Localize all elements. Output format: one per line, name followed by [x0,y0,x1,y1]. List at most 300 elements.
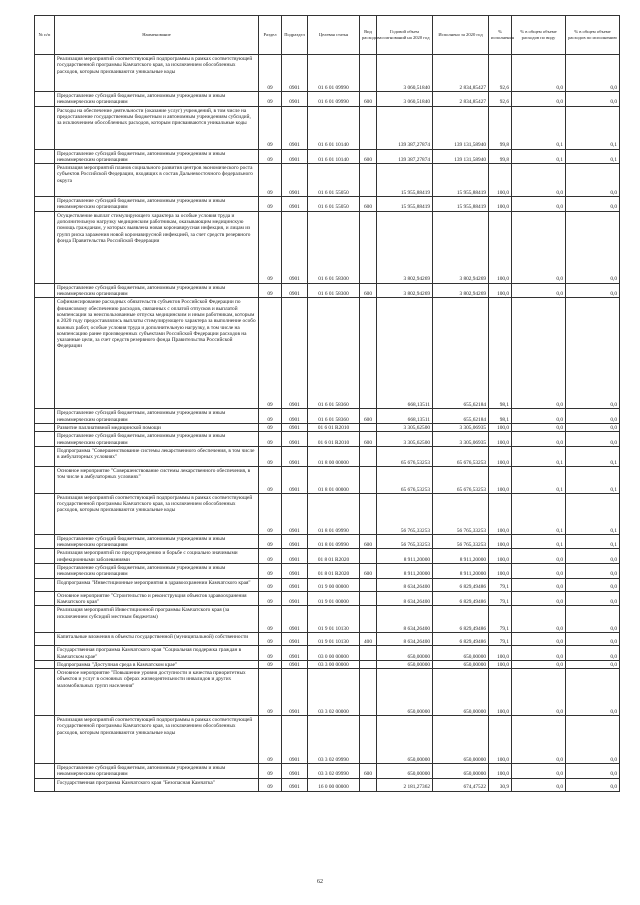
target-article-cell: 01 9 00 00000 [308,578,360,591]
subsection-cell: 0901 [282,606,308,633]
executed-cell: 6 829,49486 [433,633,489,646]
row-name-cell: Предоставление субсидий бюджетным, автономным учреждениям и иным некоммерческим организациям [55,764,259,779]
share-executed-cell: 0,0 [566,591,620,606]
table-row [35,669,620,716]
subsection-cell: 0901 [282,92,308,107]
share-executed-cell: 0,0 [566,764,620,779]
table-row [35,716,620,764]
execution-percent-cell: 98,1 [489,409,512,424]
annual-plan-cell: 8 911,20000 [377,549,433,564]
share-plan-cell: 0,0 [512,55,566,92]
table-row [35,778,620,791]
target-article-cell: 01 6 01 09990 [308,55,360,92]
executed-cell: 650,00000 [433,646,489,661]
row-number-cell [35,92,55,107]
share-plan-cell: 0,1 [512,534,566,549]
row-number-cell [35,778,55,791]
execution-percent-cell: 92,6 [489,55,512,92]
target-article-cell: 01 9 01 10130 [308,606,360,633]
table-row [35,197,620,212]
target-article-cell: 01 6 01 R2010 [308,432,360,447]
executed-cell: 650,00000 [433,716,489,764]
table-row [35,164,620,197]
target-article-cell: 03 3 02 00000 [308,669,360,716]
table-row [35,55,620,92]
share-executed-cell: 0,0 [566,283,620,298]
expense-type-cell [360,646,377,661]
expense-type-cell: 600 [360,432,377,447]
share-executed-cell: 0,0 [566,55,620,92]
target-article-cell: 16 0 00 00000 [308,778,360,791]
target-article-cell: 01 8 01 09990 [308,534,360,549]
share-plan-cell: 0,0 [512,298,566,409]
annual-plan-cell: 15 955,88419 [377,164,433,197]
subsection-cell: 0901 [282,446,308,466]
expense-type-cell: 600 [360,564,377,579]
column-header-subsection: Подраздел [282,16,308,55]
table-row [35,211,620,283]
share-plan-cell: 0,1 [512,446,566,466]
table-row [35,466,620,493]
row-name-cell: Реализация мероприятий по предупреждению и борьбе с социально значимыми инфекционными заболеваниями [55,549,259,564]
executed-cell: 65 676,53253 [433,466,489,493]
share-executed-cell: 0,0 [566,164,620,197]
expense-type-cell [360,606,377,633]
table-row [35,764,620,779]
row-name-cell: Основное мероприятие "Повышение уровня доступности и качества приоритетных объектов и услуг в основных сферах жизнедеятельности инвалидов и других маломобильных групп населения" [55,669,259,716]
section-cell: 09 [259,669,282,716]
target-article-cell: 01 8 01 00000 [308,466,360,493]
executed-cell: 65 676,53253 [433,446,489,466]
row-number-cell [35,55,55,92]
share-plan-cell: 0,0 [512,164,566,197]
subsection-cell: 0901 [282,423,308,431]
column-header-name: Наименование [55,16,259,55]
row-name-cell: Предоставление субсидий бюджетным, автономным учреждениям и иным некоммерческим организациям [55,283,259,298]
share-executed-cell: 0,0 [566,409,620,424]
execution-percent-cell: 100,0 [489,197,512,212]
row-name-cell: Реализация мероприятий соответствующей подпрограммы в рамках соответствующей государственной программы Камчатского края, за исключением обособленных расходов, которым присваиваются уникальные коды [55,55,259,92]
table-row [35,106,620,149]
annual-plan-cell: 3 802,94269 [377,283,433,298]
expense-type-cell: 600 [360,764,377,779]
section-cell: 09 [259,164,282,197]
table-row [35,283,620,298]
subsection-cell: 0901 [282,211,308,283]
row-name-cell: Реализация мероприятий планов социального развития центров экономического роста субъектов Российской Федерации, входящих в состав Дальневосточного федерального округа [55,164,259,197]
expense-type-cell [360,446,377,466]
executed-cell: 6 829,49486 [433,578,489,591]
column-header-number: № п/п [35,16,55,55]
execution-percent-cell: 98,1 [489,298,512,409]
executed-cell: 650,00000 [433,669,489,716]
target-article-cell: 01 6 01 R2010 [308,423,360,431]
row-name-cell: Реализация мероприятий соответствующей подпрограммы в рамках соответствующей государственной программы Камчатского края, за исключением обособленных расходов, которым присваиваются уникальные коды [55,493,259,534]
section-cell: 09 [259,466,282,493]
execution-percent-cell: 79,1 [489,591,512,606]
execution-percent-cell: 100,0 [489,646,512,661]
annual-plan-cell: 15 955,88419 [377,197,433,212]
share-plan-cell: 0,0 [512,778,566,791]
page-number: 62 [317,879,323,885]
execution-percent-cell: 30,9 [489,778,512,791]
section-cell: 09 [259,578,282,591]
section-cell: 09 [259,646,282,661]
table-row [35,432,620,447]
expense-type-cell [360,660,377,668]
table-row [35,606,620,633]
section-cell: 09 [259,778,282,791]
section-cell: 09 [259,92,282,107]
row-number-cell [35,283,55,298]
target-article-cell: 01 6 01 09990 [308,92,360,107]
table-body [35,55,620,792]
annual-plan-cell: 65 676,53253 [377,466,433,493]
annual-plan-cell: 8 634,26400 [377,578,433,591]
row-number-cell [35,211,55,283]
executed-cell: 56 765,33253 [433,534,489,549]
share-executed-cell: 0,0 [566,423,620,431]
executed-cell: 650,00000 [433,764,489,779]
share-plan-cell: 0,1 [512,106,566,149]
subsection-cell: 0901 [282,164,308,197]
subsection-cell: 0901 [282,578,308,591]
row-name-cell: Реализация мероприятий Инвестиционной программы Камчатского края (за исключением субсидий местным бюджетам) [55,606,259,633]
share-executed-cell: 0,0 [566,578,620,591]
subsection-cell: 0901 [282,197,308,212]
row-number-cell [35,549,55,564]
executed-cell: 8 911,20000 [433,549,489,564]
expense-type-cell [360,778,377,791]
column-header-target-article: Целевая статья [308,16,360,55]
row-name-cell: Осуществление выплат стимулирующего характера за особые условия труда и дополнительную нагрузку медицинским работникам, оказывающим медицинскую помощь гражданам, у которых выявлена новая коронавирусная инфекция, и лицам из групп риска заражения новой коронавирусной инфекцией, за счет средств резервного фонда Правительства Российской Федерации [55,211,259,283]
annual-plan-cell: 668,13511 [377,298,433,409]
row-name-cell: Предоставление субсидий бюджетным, автономным учреждениям и иным некоммерческим организациям [55,534,259,549]
expense-type-cell [360,591,377,606]
table-row [35,423,620,431]
section-cell: 09 [259,423,282,431]
annual-plan-cell: 56 765,33253 [377,534,433,549]
section-cell: 09 [259,446,282,466]
share-executed-cell: 0,0 [566,716,620,764]
share-plan-cell: 0,0 [512,716,566,764]
row-number-cell [35,423,55,431]
share-plan-cell: 0,0 [512,660,566,668]
share-plan-cell: 0,1 [512,493,566,534]
share-executed-cell: 0,1 [566,149,620,164]
target-article-cell: 01 6 01 10140 [308,149,360,164]
document-sheet [34,15,619,792]
row-name-cell: Основное мероприятие "Совершенствование системы лекарственного обеспечения, в том числе в амбулаторных условиях" [55,466,259,493]
share-executed-cell: 0,1 [566,534,620,549]
share-plan-cell: 0,0 [512,633,566,646]
executed-cell: 655,62184 [433,409,489,424]
share-plan-cell: 0,0 [512,564,566,579]
table-row [35,549,620,564]
section-cell: 09 [259,493,282,534]
execution-percent-cell: 100,0 [489,534,512,549]
annual-plan-cell: 650,00000 [377,646,433,661]
expense-type-cell: 600 [360,149,377,164]
row-number-cell [35,716,55,764]
target-article-cell: 01 6 01 58360 [308,298,360,409]
row-number-cell [35,646,55,661]
annual-plan-cell: 2 181,27362 [377,778,433,791]
share-plan-cell: 0,0 [512,591,566,606]
subsection-cell: 0901 [282,778,308,791]
expense-type-cell [360,55,377,92]
section-cell: 09 [259,55,282,92]
share-plan-cell: 0,0 [512,197,566,212]
execution-percent-cell: 100,0 [489,164,512,197]
executed-cell: 2 834,85427 [433,92,489,107]
expense-type-cell: 600 [360,283,377,298]
row-number-cell [35,432,55,447]
subsection-cell: 0901 [282,549,308,564]
section-cell: 09 [259,633,282,646]
row-number-cell [35,164,55,197]
share-executed-cell: 0,1 [566,106,620,149]
annual-plan-cell: 3 305,62500 [377,432,433,447]
share-executed-cell: 0,0 [566,298,620,409]
target-article-cell: 03 3 02 09990 [308,716,360,764]
row-name-cell: Предоставление субсидий бюджетным, автономным учреждениям и иным некоммерческим организациям [55,564,259,579]
expense-type-cell [360,466,377,493]
row-name-cell: Подпрограмма "Доступная среда в Камчатском крае" [55,660,259,668]
execution-percent-cell: 92,6 [489,92,512,107]
row-name-cell: Предоставление субсидий бюджетным, автономным учреждениям и иным некоммерческим организациям [55,432,259,447]
executed-cell: 674,47522 [433,778,489,791]
section-cell: 09 [259,549,282,564]
share-plan-cell: 0,0 [512,578,566,591]
share-executed-cell: 0,1 [566,446,620,466]
execution-percent-cell: 100,0 [489,549,512,564]
annual-plan-cell: 650,00000 [377,669,433,716]
target-article-cell: 01 9 01 00000 [308,591,360,606]
section-cell: 09 [259,409,282,424]
share-plan-cell: 0,0 [512,646,566,661]
share-executed-cell: 0,0 [566,549,620,564]
target-article-cell: 01 8 01 R2020 [308,549,360,564]
expense-type-cell [360,716,377,764]
annual-plan-cell: 65 676,53253 [377,446,433,466]
row-number-cell [35,493,55,534]
table-row [35,149,620,164]
column-header-annual-plan: Годовой объем ассигнований на 2020 год [377,16,433,55]
share-plan-cell: 0,0 [512,606,566,633]
column-header-share-plan: % в общем объеме расходов по виду [512,16,566,55]
execution-percent-cell: 100,0 [489,283,512,298]
section-cell: 09 [259,283,282,298]
section-cell: 09 [259,564,282,579]
executed-cell: 3 305,06935 [433,423,489,431]
row-name-cell: Развитие паллиативной медицинской помощи [55,423,259,431]
expense-type-cell [360,669,377,716]
table-row [35,591,620,606]
row-number-cell [35,466,55,493]
annual-plan-cell: 3 060,51840 [377,55,433,92]
row-name-cell: Расходы на обеспечение деятельности (оказание услуг) учреждений, в том числе на предоставление государственным бюджетным и автономным учреждениям субсидий, за исключением обособленных расходов, которым присваиваются уникальные коды [55,106,259,149]
section-cell: 09 [259,534,282,549]
section-cell: 09 [259,106,282,149]
execution-percent-cell: 100,0 [489,716,512,764]
row-number-cell [35,197,55,212]
subsection-cell: 0901 [282,764,308,779]
target-article-cell: 01 8 01 09990 [308,493,360,534]
subsection-cell: 0901 [282,716,308,764]
target-article-cell: 01 9 01 10130 [308,633,360,646]
row-number-cell [35,633,55,646]
expense-type-cell [360,106,377,149]
table-row [35,564,620,579]
column-header-expense-type: Вид расходов [360,16,377,55]
executed-cell: 15 955,88419 [433,197,489,212]
executed-cell: 139 131,58940 [433,149,489,164]
row-name-cell: Предоставление субсидий бюджетным, автономным учреждениям и иным некоммерческим организациям [55,149,259,164]
row-number-cell [35,660,55,668]
section-cell: 09 [259,764,282,779]
expense-type-cell: 600 [360,197,377,212]
section-cell: 09 [259,591,282,606]
table-row [35,646,620,661]
table-row [35,534,620,549]
execution-percent-cell: 99,8 [489,149,512,164]
section-cell: 09 [259,716,282,764]
subsection-cell: 0901 [282,534,308,549]
executed-cell: 6 829,49486 [433,591,489,606]
expense-type-cell [360,423,377,431]
target-article-cell: 01 8 01 R2020 [308,564,360,579]
annual-plan-cell: 3 802,94269 [377,211,433,283]
table-row [35,92,620,107]
execution-percent-cell: 100,0 [489,466,512,493]
share-executed-cell: 0,0 [566,92,620,107]
table-row [35,578,620,591]
subsection-cell: 0901 [282,432,308,447]
share-plan-cell: 0,0 [512,283,566,298]
share-plan-cell: 0,1 [512,149,566,164]
subsection-cell: 0901 [282,149,308,164]
expense-type-cell: 600 [360,92,377,107]
row-name-cell: Предоставление субсидий бюджетным, автономным учреждениям и иным некоммерческим организациям [55,409,259,424]
table-row [35,298,620,409]
subsection-cell: 0901 [282,633,308,646]
column-header-section: Раздел [259,16,282,55]
share-executed-cell: 0,0 [566,606,620,633]
execution-percent-cell: 100,0 [489,446,512,466]
expense-type-cell: 600 [360,534,377,549]
row-name-cell: Государственная программа Камчатского края "Безопасная Камчатка" [55,778,259,791]
row-name-cell: Софинансирование расходных обязательств субъектов Российской Федерации по финансовому обеспечению расходов, связанных с оплатой отпусков и выплатой компенсации за неиспользованные отпуска медицинским и иным работникам, которым в 2020 году предоставлялись выплаты стимулирующего характера за выполнение особо важных работ, особые условия труда и дополнительную нагрузку, в том числе на компенсацию ранее произведенных субъектами Российской Федерации расходов на указанные цели, за счет средств резервного фонда Правительства Российской Федерации [55,298,259,409]
execution-percent-cell: 100,0 [489,211,512,283]
target-article-cell: 01 6 01 58300 [308,211,360,283]
share-executed-cell: 0,0 [566,211,620,283]
table-row [35,660,620,668]
section-cell: 09 [259,606,282,633]
expense-type-cell: 600 [360,409,377,424]
execution-percent-cell: 79,1 [489,578,512,591]
row-name-cell: Предоставление субсидий бюджетным, автономным учреждениям и иным некоммерческим организациям [55,197,259,212]
row-number-cell [35,106,55,149]
row-number-cell [35,578,55,591]
execution-percent-cell: 99,8 [489,106,512,149]
table-row [35,493,620,534]
target-article-cell: 01 6 01 55050 [308,164,360,197]
section-cell: 09 [259,149,282,164]
share-plan-cell: 0,0 [512,211,566,283]
annual-plan-cell: 8 634,26400 [377,591,433,606]
subsection-cell: 0901 [282,493,308,534]
annual-plan-cell: 650,00000 [377,716,433,764]
executed-cell: 139 131,58940 [433,106,489,149]
annual-plan-cell: 139 387,27874 [377,149,433,164]
annual-plan-cell: 139 387,27874 [377,106,433,149]
share-executed-cell: 0,0 [566,778,620,791]
target-article-cell: 03 3 02 09990 [308,764,360,779]
share-plan-cell: 0,0 [512,549,566,564]
subsection-cell: 0901 [282,669,308,716]
executed-cell: 6 829,49486 [433,606,489,633]
row-name-cell: Реализация мероприятий соответствующей подпрограммы в рамках соответствующей государственной программы Камчатского края, за исключением обособленных расходов, которым присваиваются уникальные коды [55,716,259,764]
row-name-cell: Подпрограмма "Совершенствование системы лекарственного обеспечения, в том числе в амбулаторных условиях" [55,446,259,466]
target-article-cell: 01 6 01 58360 [308,409,360,424]
share-executed-cell: 0,1 [566,493,620,534]
section-cell: 09 [259,298,282,409]
share-executed-cell: 0,0 [566,633,620,646]
table-row [35,446,620,466]
table-header-row [35,16,620,55]
annual-plan-cell: 3 060,51840 [377,92,433,107]
annual-plan-cell: 8 634,26400 [377,606,433,633]
execution-percent-cell: 100,0 [489,493,512,534]
annual-plan-cell: 3 305,62500 [377,423,433,431]
subsection-cell: 0901 [282,283,308,298]
share-plan-cell: 0,0 [512,92,566,107]
row-number-cell [35,149,55,164]
executed-cell: 15 955,88419 [433,164,489,197]
execution-percent-cell: 79,1 [489,606,512,633]
executed-cell: 3 802,94269 [433,283,489,298]
executed-cell: 2 834,85427 [433,55,489,92]
row-number-cell [35,764,55,779]
annual-plan-cell: 650,00000 [377,660,433,668]
section-cell: 09 [259,660,282,668]
expense-type-cell [360,578,377,591]
table-row [35,633,620,646]
share-plan-cell: 0,0 [512,423,566,431]
annual-plan-cell: 650,00000 [377,764,433,779]
section-cell: 09 [259,432,282,447]
row-name-cell: Государственная программа Камчатского края "Социальная поддержка граждан в Камчатском крае" [55,646,259,661]
subsection-cell: 0901 [282,591,308,606]
expense-type-cell [360,298,377,409]
execution-percent-cell: 100,0 [489,669,512,716]
annual-plan-cell: 668,13511 [377,409,433,424]
table-row [35,409,620,424]
budget-execution-table [34,15,620,792]
executed-cell: 3 802,94269 [433,211,489,283]
execution-percent-cell: 100,0 [489,764,512,779]
share-plan-cell: 0,1 [512,466,566,493]
column-header-share-executed: % в общем объеме расходов по исполнению [566,16,620,55]
column-header-executed: Исполнено за 2020 год [433,16,489,55]
annual-plan-cell: 56 765,33253 [377,493,433,534]
target-article-cell: 01 6 01 10140 [308,106,360,149]
expense-type-cell [360,549,377,564]
share-executed-cell: 0,0 [566,660,620,668]
expense-type-cell [360,164,377,197]
subsection-cell: 0901 [282,298,308,409]
